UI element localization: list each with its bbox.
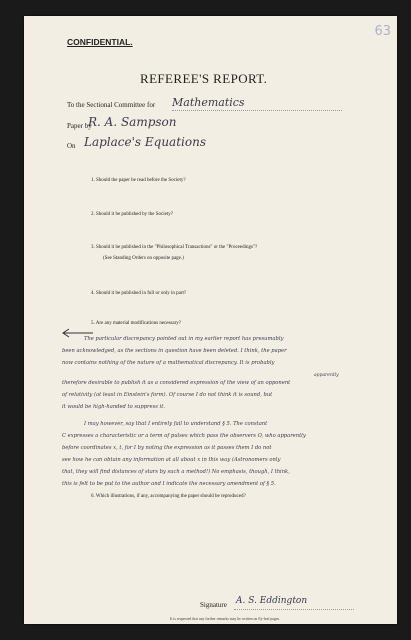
question-5: 5. Are any material modifications necessary? [91, 321, 181, 326]
comment-line: this is felt to be put to the author and I indicate the necessary amendment of § 5. [62, 481, 276, 487]
comment-line: of relativity (at least in Einstein's form). Of course I do not think it is sound, but [62, 392, 273, 398]
question-1: 1. Should the paper be read before the Society? [91, 178, 186, 183]
comment-line: C expresses a characteristic or a term of pulses which pass the observers O, who apparently [62, 433, 306, 439]
comment-line: that, they will find distances of stars by such a method!) No emphasis, though, I think, [62, 469, 290, 475]
question-3: 3. Should it be published in the "Philosophical Transactions" or the "Proceedings"? [91, 245, 258, 250]
comment-line: it would be high-handed to suppress it. [62, 404, 165, 410]
on-label: On [67, 142, 76, 150]
comment-line: been acknowledged, as the sections in question have been deleted. I think, the paper [62, 348, 287, 354]
committee-value: Mathematics [172, 96, 245, 109]
report-sheet [24, 16, 397, 624]
comment-line: now contains nothing of the nature of a mathematical discrepancy. It is probably [62, 360, 275, 366]
signature-rule [234, 609, 354, 610]
signature-value: A. S. Eddington [236, 596, 308, 606]
committee-label: To the Sectional Committee for [67, 101, 156, 109]
confidential-label: CONFIDENTIAL. [67, 37, 133, 47]
folio-number: 63 [374, 24, 391, 39]
comment-line: before coordinates x, t, for I by noting the expression as it passes them I do not [62, 445, 272, 451]
committee-rule [172, 110, 342, 111]
comment-line: The particular discrepancy pointed out in my earlier report has presumably [84, 336, 284, 342]
question-2: 2. Should it be published by the Society? [91, 212, 173, 217]
page-title: REFEREE'S REPORT. [140, 71, 268, 86]
on-value: Laplace's Equations [84, 135, 206, 149]
paper-label: Paper by [67, 122, 92, 130]
comment-line: therefore desirable to publish it as a considered expression of the view of an opponent [62, 380, 291, 386]
paper-value: R. A. Sampson [88, 115, 177, 129]
question-4: 4. Should it be published in full or only in part? [91, 291, 187, 296]
signature-label: Signature [200, 601, 227, 609]
comment-insertion: apparently [314, 373, 339, 378]
footer-note: It is requested that any further remarks may be written on fly-leaf pages. [170, 617, 280, 621]
question-3-note: (See Standing Orders on opposite page.) [103, 256, 184, 261]
comment-line: see how he can obtain any information at all about x in this way (Astronomers only [62, 457, 281, 463]
question-6: 6. Which illustrations, if any, accompanying the paper should be reproduced? [91, 494, 246, 499]
comment-line: I may however, say that I entirely fail to understand § 5. The constant [84, 421, 268, 427]
